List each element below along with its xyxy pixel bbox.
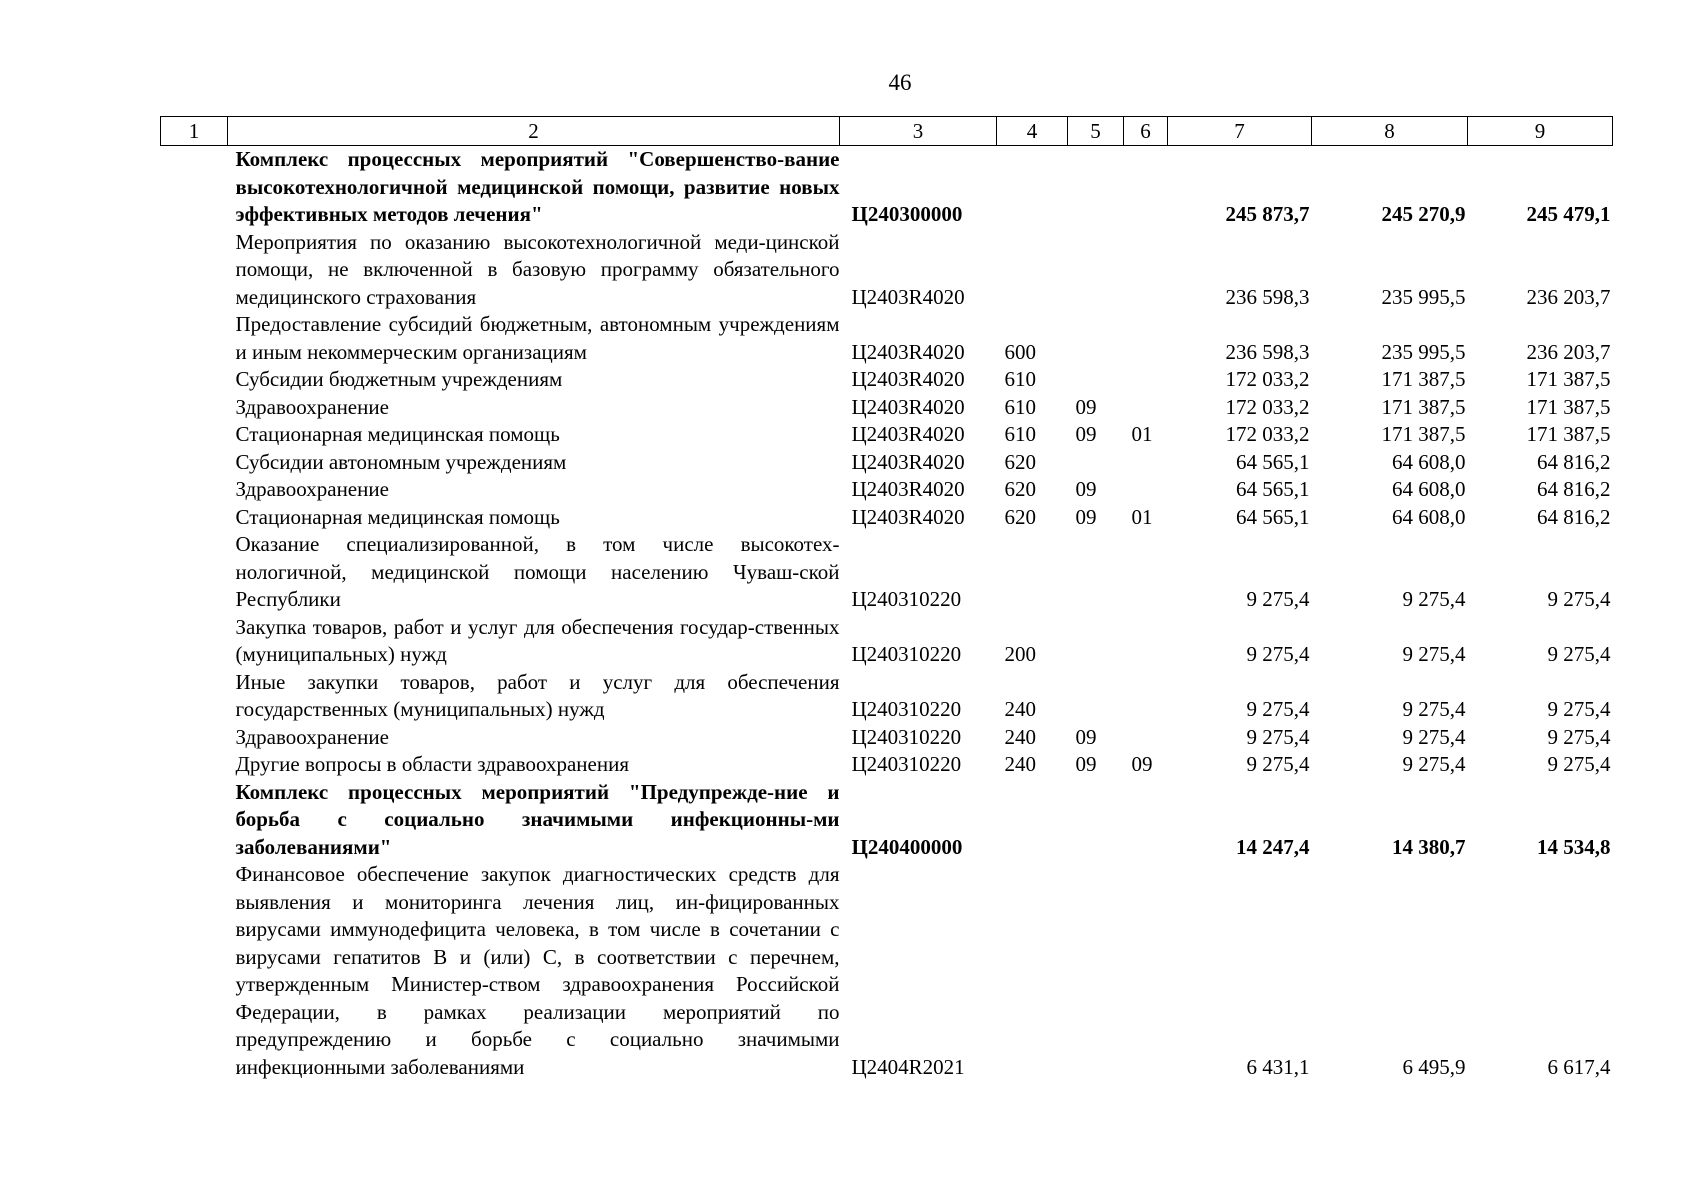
row-code: Ц240300000	[851, 202, 963, 226]
column-number-row	[161, 117, 1613, 146]
row-subsection	[1124, 669, 1168, 724]
row-subsection	[1124, 366, 1168, 394]
row-amount-year-1: 14 247,4	[1236, 834, 1310, 859]
row-amount-year-3: 9 275,4	[1547, 724, 1611, 749]
row-code: Ц240310220	[851, 587, 962, 611]
row-spacer	[161, 751, 228, 779]
row-expense-type	[997, 779, 1068, 862]
row-spacer	[161, 366, 228, 394]
row-amount-year-2: 9 275,4	[1402, 587, 1466, 611]
row-name: Иные закупки товаров, работ и услуг для обеспечения государственных (муниципальных) нужд	[235, 669, 840, 721]
row-section: 09	[1075, 477, 1097, 501]
row-amount-year-2: 14 380,7	[1392, 834, 1466, 859]
row-amount-year-1: 6 431,1	[1246, 1054, 1310, 1079]
table-row	[161, 421, 1613, 449]
row-code: Ц2403R4020	[851, 284, 965, 309]
row-code: Ц2403R4020	[851, 339, 965, 364]
row-section: 09	[1075, 422, 1097, 446]
row-section	[1068, 861, 1124, 1081]
column-number-5: 5	[1068, 117, 1124, 146]
row-subsection	[1124, 229, 1168, 312]
column-number-6: 6	[1124, 117, 1168, 146]
row-expense-type	[997, 861, 1068, 1081]
row-spacer	[161, 504, 228, 532]
row-code: Ц2403R4020	[851, 449, 965, 474]
row-expense-type	[997, 146, 1068, 229]
column-number-2: 2	[228, 117, 840, 146]
row-spacer	[161, 669, 228, 724]
row-amount-year-3: 6 617,4	[1547, 1054, 1611, 1079]
row-code: Ц2403R4020	[851, 422, 965, 446]
row-amount-year-1: 172 033,2	[1225, 422, 1310, 446]
row-amount-year-3: 9 275,4	[1547, 587, 1611, 611]
row-amount-year-1: 236 598,3	[1225, 339, 1310, 364]
row-name: Закупка товаров, работ и услуг для обеспечения государ-ственных (муниципальных) нужд	[235, 614, 840, 666]
row-spacer	[161, 449, 228, 477]
row-spacer	[161, 724, 228, 752]
row-section: 09	[1075, 752, 1097, 776]
row-code: Ц240400000	[851, 834, 963, 859]
row-amount-year-2: 235 995,5	[1381, 284, 1466, 309]
column-number-9: 9	[1468, 117, 1613, 146]
row-amount-year-2: 235 995,5	[1381, 339, 1466, 364]
row-amount-year-3: 171 387,5	[1526, 394, 1611, 419]
row-amount-year-3: 9 275,4	[1547, 642, 1611, 666]
row-name: Мероприятия по оказанию высокотехнологичной меди-цинской помощи, не включенной в базовую программу обязательного медицинского страхования	[235, 229, 840, 309]
row-code: Ц2403R4020	[851, 504, 965, 529]
row-section	[1068, 531, 1124, 614]
row-expense-type: 610	[1004, 367, 1036, 391]
row-name: Субсидии бюджетным учреждениям	[235, 367, 563, 391]
row-expense-type: 620	[1004, 504, 1036, 529]
row-amount-year-3: 236 203,7	[1526, 339, 1611, 364]
row-subsection: 01	[1131, 422, 1153, 446]
row-section	[1068, 614, 1124, 669]
row-section	[1068, 669, 1124, 724]
table-body	[161, 146, 1613, 1082]
row-amount-year-2: 64 608,0	[1392, 504, 1466, 529]
row-section	[1068, 311, 1124, 366]
row-amount-year-1: 172 033,2	[1225, 367, 1310, 391]
row-amount-year-2: 64 608,0	[1392, 477, 1466, 501]
row-amount-year-2: 171 387,5	[1381, 394, 1466, 419]
table-row	[161, 229, 1613, 312]
row-amount-year-3: 171 387,5	[1526, 422, 1611, 446]
row-name: Комплекс процессных мероприятий "Предупрежде-ние и борьба с социально значимыми инфекционны-ми заболеваниями"	[235, 779, 840, 859]
row-amount-year-2: 245 270,9	[1381, 202, 1466, 226]
table-row	[161, 366, 1613, 394]
row-expense-type: 620	[1004, 477, 1036, 501]
row-name: Другие вопросы в области здравоохранения	[235, 752, 629, 776]
row-expense-type: 200	[1004, 642, 1036, 666]
row-spacer	[161, 779, 228, 862]
row-amount-year-1: 9 275,4	[1246, 724, 1310, 749]
row-section	[1068, 229, 1124, 312]
row-section: 09	[1075, 724, 1097, 749]
row-subsection	[1124, 394, 1168, 422]
row-code: Ц2403R4020	[851, 394, 965, 419]
row-expense-type: 240	[1004, 724, 1036, 749]
row-spacer	[161, 861, 228, 1081]
row-name: Финансовое обеспечение закупок диагностических средств для выявления и мониторинга лечения лиц, ин-фицированных вирусами иммунодефицита человека, в том числе в сочетании с вирусами гепатитов B и (или) C, в соответствии с перечнем, утвержденным Министер-ством здравоохранения Российской Федерации, в рамках реализации мероприятий по предупреждению и борьбе с социально значимыми инфекционными заболеваниями	[235, 862, 840, 1079]
row-name: Здравоохранение	[235, 394, 389, 419]
row-amount-year-2: 6 495,9	[1402, 1054, 1466, 1079]
row-subsection	[1124, 724, 1168, 752]
row-amount-year-3: 9 275,4	[1547, 697, 1611, 721]
row-subsection	[1124, 531, 1168, 614]
row-spacer	[161, 614, 228, 669]
row-amount-year-3: 245 479,1	[1526, 202, 1611, 226]
row-spacer	[161, 311, 228, 366]
row-subsection	[1124, 861, 1168, 1081]
row-spacer	[161, 476, 228, 504]
row-spacer	[161, 531, 228, 614]
row-code: Ц240310220	[851, 724, 962, 749]
row-spacer	[161, 394, 228, 422]
row-subsection	[1124, 476, 1168, 504]
row-amount-year-2: 171 387,5	[1381, 422, 1466, 446]
table-row	[161, 476, 1613, 504]
budget-table	[160, 116, 1613, 1081]
row-amount-year-3: 64 816,2	[1537, 477, 1611, 501]
row-section: 09	[1075, 504, 1097, 529]
row-name: Предоставление субсидий бюджетным, автономным учреждениям и иным некоммерческим организациям	[235, 312, 840, 364]
row-code: Ц2404R2021	[851, 1054, 965, 1079]
row-amount-year-1: 9 275,4	[1246, 752, 1310, 776]
column-number-1: 1	[161, 117, 228, 146]
row-name: Комплекс процессных мероприятий "Совершенство-вание высокотехнологичной медицинской помощи, развитие новых эффективных методов лечения"	[235, 147, 840, 226]
row-amount-year-2: 64 608,0	[1392, 449, 1466, 474]
row-spacer	[161, 421, 228, 449]
row-amount-year-1: 236 598,3	[1225, 284, 1310, 309]
row-amount-year-3: 171 387,5	[1526, 367, 1611, 391]
row-section: 09	[1075, 394, 1097, 419]
row-amount-year-3: 64 816,2	[1537, 449, 1611, 474]
table-header	[161, 117, 1613, 146]
row-amount-year-2: 9 275,4	[1402, 697, 1466, 721]
row-amount-year-1: 9 275,4	[1246, 587, 1310, 611]
row-name: Здравоохранение	[235, 724, 389, 749]
row-subsection: 09	[1131, 752, 1153, 776]
row-code: Ц240310220	[851, 697, 962, 721]
row-amount-year-3: 9 275,4	[1547, 752, 1611, 776]
row-amount-year-2: 9 275,4	[1402, 724, 1466, 749]
row-subsection	[1124, 146, 1168, 229]
row-code: Ц2403R4020	[851, 367, 965, 391]
column-number-4: 4	[997, 117, 1068, 146]
column-number-8: 8	[1312, 117, 1468, 146]
row-expense-type	[997, 531, 1068, 614]
row-expense-type: 610	[1004, 422, 1036, 446]
row-amount-year-1: 64 565,1	[1236, 449, 1310, 474]
row-amount-year-2: 171 387,5	[1381, 367, 1466, 391]
table-row	[161, 614, 1613, 669]
page-number: 46	[888, 70, 912, 95]
table-row	[161, 531, 1613, 614]
table-row	[161, 669, 1613, 724]
table-row	[161, 146, 1613, 229]
row-amount-year-3: 236 203,7	[1526, 284, 1611, 309]
table-row	[161, 449, 1613, 477]
table-row	[161, 751, 1613, 779]
row-amount-year-3: 14 534,8	[1537, 834, 1611, 859]
table-row	[161, 861, 1613, 1081]
table-row	[161, 504, 1613, 532]
row-section	[1068, 449, 1124, 477]
row-subsection	[1124, 779, 1168, 862]
row-subsection	[1124, 614, 1168, 669]
row-amount-year-2: 9 275,4	[1402, 642, 1466, 666]
table-row	[161, 779, 1613, 862]
column-number-3: 3	[840, 117, 997, 146]
row-name: Здравоохранение	[235, 477, 389, 501]
row-amount-year-1: 245 873,7	[1225, 202, 1310, 226]
table-row	[161, 724, 1613, 752]
table-row	[161, 394, 1613, 422]
row-expense-type: 600	[1004, 339, 1036, 364]
row-section	[1068, 146, 1124, 229]
row-name: Оказание специализированной, в том числе высокотех-нологичной, медицинской помощи населению Чуваш-ской Республики	[235, 532, 840, 611]
row-subsection: 01	[1131, 504, 1153, 529]
row-name: Стационарная медицинская помощь	[235, 504, 560, 529]
row-subsection	[1124, 311, 1168, 366]
row-name: Субсидии автономным учреждениям	[235, 449, 567, 474]
row-amount-year-1: 9 275,4	[1246, 642, 1310, 666]
row-amount-year-2: 9 275,4	[1402, 752, 1466, 776]
row-section	[1068, 366, 1124, 394]
row-code: Ц240310220	[851, 642, 962, 666]
row-amount-year-3: 64 816,2	[1537, 504, 1611, 529]
row-code: Ц2403R4020	[851, 477, 965, 501]
row-amount-year-1: 64 565,1	[1236, 504, 1310, 529]
row-spacer	[161, 146, 228, 229]
row-expense-type: 240	[1004, 752, 1036, 776]
row-section	[1068, 779, 1124, 862]
row-name: Стационарная медицинская помощь	[235, 422, 560, 446]
row-expense-type: 240	[1004, 697, 1036, 721]
row-amount-year-1: 64 565,1	[1236, 477, 1310, 501]
table-row	[161, 311, 1613, 366]
row-amount-year-1: 9 275,4	[1246, 697, 1310, 721]
row-subsection	[1124, 449, 1168, 477]
row-amount-year-1: 172 033,2	[1225, 394, 1310, 419]
row-expense-type: 620	[1004, 449, 1036, 474]
row-expense-type: 610	[1004, 394, 1036, 419]
column-number-7: 7	[1168, 117, 1312, 146]
row-expense-type	[997, 229, 1068, 312]
row-code: Ц240310220	[851, 752, 962, 776]
row-spacer	[161, 229, 228, 312]
